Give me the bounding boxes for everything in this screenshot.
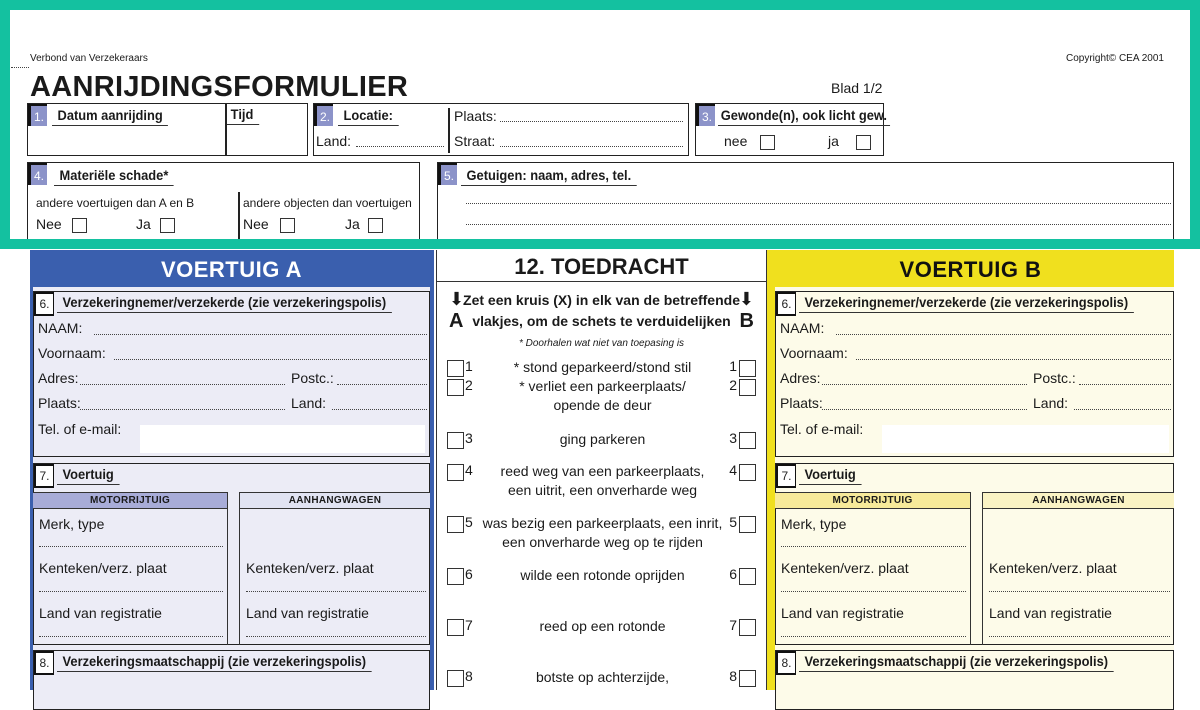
section-7-vehicle	[775, 463, 1174, 645]
item-number-a: 8	[465, 668, 473, 684]
section-title: Datum aanrijding	[52, 107, 168, 126]
section-number: 8.	[34, 651, 54, 675]
trailer-registration-country-field[interactable]	[246, 636, 426, 637]
item-number-a: 6	[465, 566, 473, 582]
section-7-vehicle	[33, 463, 430, 645]
checkbox-a-1[interactable]	[447, 360, 464, 377]
checkbox-b-1[interactable]	[739, 360, 756, 377]
motor-registration-country-field[interactable]	[39, 636, 223, 637]
postcode-field[interactable]	[337, 384, 427, 385]
place-label: Plaats:	[454, 108, 497, 124]
section-number: 4.	[28, 163, 47, 185]
injured-no-checkbox[interactable]	[760, 135, 775, 150]
naam-field[interactable]	[836, 334, 1171, 335]
section-number: 7.	[34, 464, 54, 488]
item-number-b: 4	[729, 462, 737, 478]
plaats-field[interactable]	[80, 409, 285, 410]
sheet-number: Blad 1/2	[831, 80, 883, 96]
trailer-header: AANHANGWAGEN	[240, 492, 430, 509]
country-label: Land:	[1033, 395, 1069, 411]
adres-field[interactable]	[80, 384, 285, 385]
column-b-label: B	[739, 310, 754, 332]
section-number: 1.	[28, 104, 47, 126]
divider	[238, 192, 240, 241]
witness-line-1[interactable]	[466, 203, 1171, 204]
trailer-column	[982, 492, 1174, 645]
item-text: wilde een rotonde oprijden	[520, 567, 685, 583]
section-4-material-damage	[27, 162, 420, 242]
section-number: 7.	[776, 464, 796, 488]
item-text: was bezig een parkeerplaats, een inrit, een onverharde weg op te rijden	[482, 515, 723, 550]
checkbox-a-2[interactable]	[447, 379, 464, 396]
checkbox-b-8[interactable]	[739, 670, 756, 687]
section-number: 5.	[438, 163, 457, 185]
item-number-b: 1	[729, 358, 737, 374]
section-3-injured	[695, 103, 888, 156]
country-label: Land:	[316, 133, 352, 149]
checkbox-b-2[interactable]	[739, 379, 756, 396]
no-label: Nee	[243, 216, 269, 232]
tel-email-input[interactable]	[882, 425, 1169, 453]
item-number-b: 2	[729, 377, 737, 393]
checkbox-b-7[interactable]	[739, 619, 756, 636]
section-2-location	[313, 103, 689, 156]
trailer-column	[239, 492, 430, 645]
checkbox-a-5[interactable]	[447, 516, 464, 533]
item-number-a: 1	[465, 358, 473, 374]
section-6-policyholder	[33, 291, 430, 457]
section-title: Voertuig	[799, 466, 861, 485]
section-title: Verzekeringnemer/verzekerde (zie verzekeringspolis)	[57, 294, 392, 313]
yes-label: ja	[828, 133, 839, 149]
injured-yes-checkbox[interactable]	[856, 135, 871, 150]
item-number-b: 3	[729, 430, 737, 446]
item-number-b: 5	[729, 514, 737, 530]
item-number-b: 6	[729, 566, 737, 582]
naam-label: NAAM:	[780, 320, 825, 336]
instruction-note: * Doorhalen wat niet van toepasing is	[518, 338, 685, 349]
item-number-a: 3	[465, 430, 473, 446]
no-label: nee	[724, 133, 748, 149]
make-type-field[interactable]	[781, 546, 966, 547]
street-label: Straat:	[454, 133, 496, 149]
section-8-insurer	[33, 650, 430, 710]
naam-field[interactable]	[94, 334, 427, 335]
tel-email-label: Tel. of e-mail:	[780, 421, 864, 437]
witness-line-2[interactable]	[466, 224, 1171, 225]
adres-field[interactable]	[822, 384, 1027, 385]
motor-vehicle-header: MOTORRIJTUIG	[33, 492, 227, 509]
section-title: Verzekeringsmaatschappij (zie verzekeringspolis)	[57, 653, 372, 672]
checkbox-a-3[interactable]	[447, 432, 464, 449]
arrow-down-icon: ⬇	[449, 289, 465, 309]
item-text: reed weg van een parkeerplaats, een uitrit, een onverharde weg	[500, 463, 705, 498]
make-type-field[interactable]	[39, 546, 223, 547]
other-vehicles-yes-checkbox[interactable]	[160, 218, 175, 233]
section-8-insurer	[775, 650, 1174, 710]
motor-vehicle-column	[33, 492, 228, 645]
vehicle-header: VOERTUIG B	[767, 250, 1174, 287]
item-number-a: 7	[465, 617, 473, 633]
circumstances-title: 12. TOEDRACHT	[437, 250, 766, 282]
yes-label: Ja	[345, 216, 360, 232]
section-title: Locatie:	[338, 107, 398, 126]
section-number: 6.	[776, 292, 796, 316]
vehicle-header: VOERTUIG A	[33, 250, 430, 287]
postcode-field[interactable]	[1079, 384, 1171, 385]
postcode-label: Postc.:	[1033, 370, 1076, 386]
motor-plate-field[interactable]	[39, 591, 223, 592]
dotted-mark	[11, 67, 29, 68]
tel-email-label: Tel. of e-mail:	[38, 421, 122, 437]
column-a-label: A	[449, 310, 464, 332]
plaats-field[interactable]	[822, 409, 1027, 410]
street-field[interactable]	[500, 146, 683, 147]
voornaam-field[interactable]	[856, 359, 1171, 360]
other-objects-yes-checkbox[interactable]	[368, 218, 383, 233]
time-label: Tijd	[227, 106, 259, 125]
section-number: 8.	[776, 651, 796, 675]
instruction-line-2: vlakjes, om de schets te verduidelijken	[472, 313, 731, 329]
section-number: 2.	[314, 104, 333, 126]
section-number: 6.	[34, 292, 54, 316]
item-number-b: 8	[729, 668, 737, 684]
vehicle-a-panel	[30, 250, 434, 690]
registration-country-label: Land van registratie	[989, 605, 1112, 621]
registration-country-label: Land van registratie	[39, 605, 162, 621]
section-title: Gewonde(n), ook licht gew.	[718, 107, 890, 126]
checkbox-a-6[interactable]	[447, 568, 464, 585]
item-number-a: 4	[465, 462, 473, 478]
trailer-header: AANHANGWAGEN	[983, 492, 1174, 509]
country-field[interactable]	[356, 146, 444, 147]
section-5-witnesses	[437, 162, 1174, 242]
organisation-name: Verbond van Verzekeraars	[30, 53, 148, 64]
vehicle-b-panel	[767, 250, 1174, 690]
item-text: botste op achterzijde,	[535, 669, 670, 685]
motor-vehicle-column	[775, 492, 971, 645]
item-text: reed op een rotonde	[539, 618, 666, 634]
trailer-registration-country-field[interactable]	[989, 636, 1170, 637]
section-title: Getuigen: naam, adres, tel.	[461, 167, 637, 186]
section-6-policyholder	[775, 291, 1174, 457]
motor-plate-field[interactable]	[781, 591, 966, 592]
circumstances-section	[436, 250, 767, 690]
registration-country-label: Land van registratie	[781, 605, 904, 621]
item-number-b: 7	[729, 617, 737, 633]
motor-vehicle-header: MOTORRIJTUIG	[775, 492, 970, 509]
plate-label: Kenteken/verz. plaat	[989, 560, 1117, 576]
plate-label: Kenteken/verz. plaat	[781, 560, 909, 576]
section-title: Materiële schade*	[54, 167, 174, 186]
checkbox-b-3[interactable]	[739, 432, 756, 449]
naam-label: NAAM:	[38, 320, 83, 336]
item-text: * stond geparkeerd/stond stil	[513, 359, 692, 375]
make-type-label: Merk, type	[39, 516, 105, 532]
make-type-label: Merk, type	[781, 516, 847, 532]
divider	[448, 108, 450, 153]
registration-country-label: Land van registratie	[246, 605, 369, 621]
section-title: Verzekeringnemer/verzekerde (zie verzekeringspolis)	[799, 294, 1134, 313]
country-field[interactable]	[332, 409, 427, 410]
checkbox-b-6[interactable]	[739, 568, 756, 585]
voornaam-label: Voornaam:	[780, 345, 848, 361]
checkbox-b-4[interactable]	[739, 464, 756, 481]
checkbox-a-8[interactable]	[447, 670, 464, 687]
item-text: * verliet een parkeerplaats/ opende de deur	[519, 378, 686, 413]
place-field[interactable]	[500, 121, 683, 122]
adres-label: Adres:	[780, 370, 821, 386]
checkbox-b-5[interactable]	[739, 516, 756, 533]
plaats-label: Plaats:	[780, 395, 823, 411]
other-objects-no-checkbox[interactable]	[280, 218, 295, 233]
postcode-label: Postc.:	[291, 370, 334, 386]
other-objects-label: andere objecten dan voertuigen	[243, 196, 412, 210]
section-title: Verzekeringsmaatschappij (zie verzekeringspolis)	[799, 653, 1114, 672]
motor-registration-country-field[interactable]	[781, 636, 966, 637]
section-1-date	[27, 103, 308, 156]
other-vehicles-label: andere voertuigen dan A en B	[36, 196, 195, 210]
country-label: Land:	[291, 395, 327, 411]
voornaam-label: Voornaam:	[38, 345, 106, 361]
arrow-down-icon: ⬇	[738, 289, 754, 309]
other-vehicles-no-checkbox[interactable]	[72, 218, 87, 233]
plate-label: Kenteken/verz. plaat	[246, 560, 374, 576]
no-label: Nee	[36, 216, 62, 232]
trailer-plate-field[interactable]	[246, 591, 426, 592]
voornaam-field[interactable]	[114, 359, 427, 360]
country-field[interactable]	[1074, 409, 1171, 410]
item-number-a: 2	[465, 377, 473, 393]
checkbox-a-7[interactable]	[447, 619, 464, 636]
instruction-line-1: Zet een kruis (X) in elk van de betreffende	[463, 292, 740, 308]
page-title: AANRIJDINGSFORMULIER	[30, 71, 409, 103]
trailer-plate-field[interactable]	[989, 591, 1170, 592]
section-number: 3.	[696, 104, 715, 126]
yes-label: Ja	[136, 216, 151, 232]
copyright: Copyright© CEA 2001	[1066, 53, 1164, 64]
plaats-label: Plaats:	[38, 395, 81, 411]
section-title: Voertuig	[57, 466, 119, 485]
tel-email-input[interactable]	[140, 425, 425, 453]
plate-label: Kenteken/verz. plaat	[39, 560, 167, 576]
adres-label: Adres:	[38, 370, 79, 386]
checkbox-a-4[interactable]	[447, 464, 464, 481]
item-text: ging parkeren	[559, 431, 646, 447]
item-number-a: 5	[465, 514, 473, 530]
